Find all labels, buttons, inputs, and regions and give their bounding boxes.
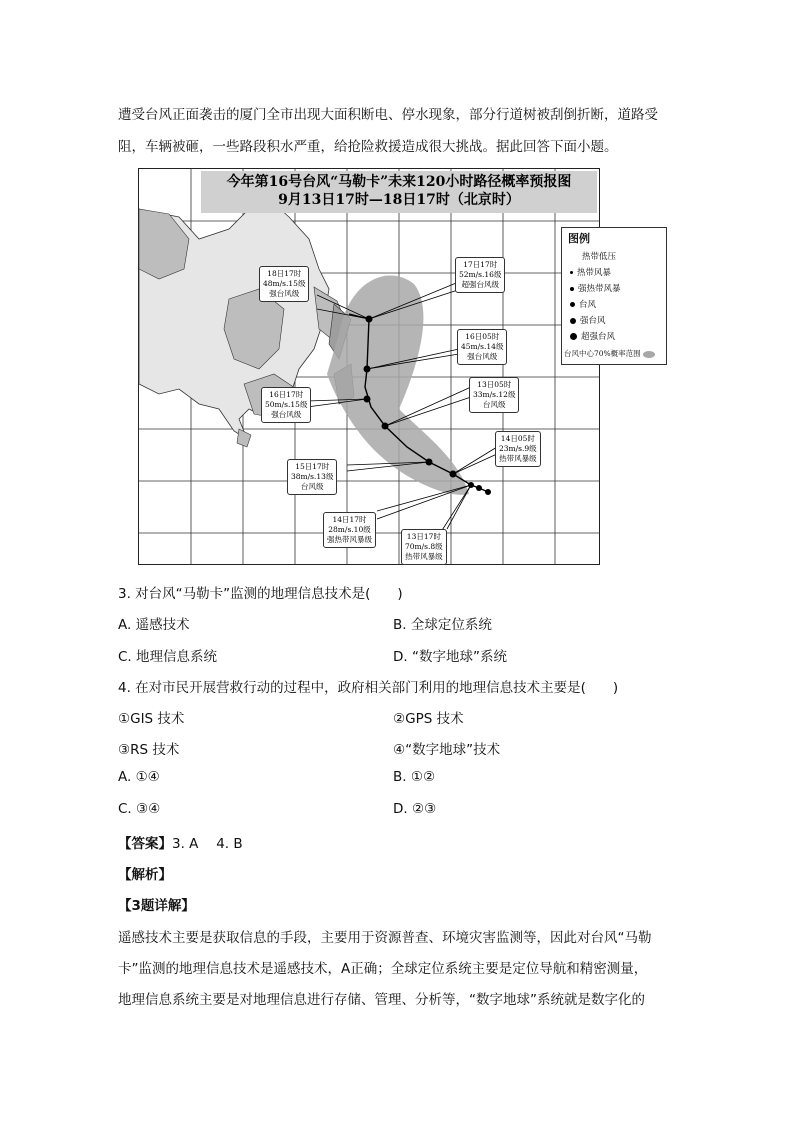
q4-option-a: A. ①④ (118, 769, 160, 785)
track-label: 13日05时 33m/s.12级 台风级 (469, 377, 519, 413)
q4-item-2: ②GPS 技术 (393, 711, 464, 727)
map-title-line-1: 今年第16号台风“马勒卡”未来120小时路径概率预报图 (226, 174, 572, 190)
map-graphic (139, 169, 599, 564)
track-label: 17日17时 52m/s.16级 超强台风级 (455, 257, 505, 293)
track-label: 14日17时 28m/s.10级 强热带风暴级 (323, 512, 376, 548)
explanation-line-2: 卡”监测的地理信息技术是遥感技术，A正确；全球定位系统主要是定位导航和精密测量， (118, 961, 648, 977)
dot-icon (570, 333, 577, 340)
land-areas (139, 199, 354, 447)
q3-option-d: D. “数字地球”系统 (393, 649, 507, 665)
q3-option-a: A. 遥感技术 (118, 617, 190, 633)
typhoon-track-map (138, 168, 641, 565)
map-title-line-2: 9月13日17时—18日17时（北京时） (278, 192, 520, 208)
analysis-label: 【解析】 (118, 867, 172, 883)
legend-item: 热带低压 (582, 252, 617, 262)
track-label: 18日17时 48m/s.15级 强台风级 (259, 266, 309, 302)
q4-option-c: C. ③④ (118, 801, 161, 817)
map-title (201, 171, 597, 213)
dot-icon (570, 318, 576, 324)
legend-item: 超强台风 (570, 330, 615, 342)
dot-icon (570, 302, 575, 307)
legend-item: 强台风 (570, 314, 606, 326)
dot-icon (570, 287, 574, 291)
q4-item-3: ③RS 技术 (118, 742, 180, 758)
answer-line (118, 832, 243, 852)
q4-item-4: ④“数字地球”技术 (393, 742, 501, 758)
explanation-line-3: 地理信息系统主要是对地理信息进行存储、管理、分析等，“数字地球”系统就是数字化的 (118, 992, 645, 1008)
legend-item: 强热带风暴 (570, 282, 621, 294)
cone-swatch-icon (643, 351, 655, 358)
intro-line-2: 阻，车辆被砸，一些路段积水严重，给抢险救援造成很大挑战。据此回答下面小题。 (118, 139, 618, 155)
legend-item: 台风 (570, 298, 596, 310)
intro-line-1: 遭受台风正面袭击的厦门全市出现大面积断电、停水现象，部分行道树被刮倒折断，道路受 (118, 107, 658, 123)
explanation-line-1: 遥感技术主要是获取信息的手段，主要用于资源普查、环境灾害监测等，因此对台风“马勒 (118, 930, 652, 946)
q4-item-1: ①GIS 技术 (118, 711, 185, 727)
detail-title: 【3题详解】 (118, 898, 195, 914)
q3-option-c: C. 地理信息系统 (118, 649, 218, 665)
dot-icon (570, 271, 573, 274)
legend-item: 热带风暴 (570, 266, 611, 278)
track-label: 13日17时 70m/s.8级 热带风暴级 (401, 529, 447, 565)
q4-stem: 4. 在对市民开展营救行动的过程中，政府相关部门利用的地理信息技术主要是( ) (118, 680, 619, 696)
q3-option-b: B. 全球定位系统 (393, 617, 492, 633)
probability-cone (327, 276, 469, 495)
answer-label: 【答案】 (118, 836, 172, 852)
map-legend (561, 227, 667, 365)
answer-text: 3. A 4. B (172, 836, 243, 852)
legend-title: 图例 (568, 232, 590, 245)
q3-stem: 3. 对台风“马勒卡”监测的地理信息技术是( ) (118, 586, 403, 602)
track-label: 14日05时 23m/s.9级 热带风暴级 (495, 431, 541, 467)
q4-option-d: D. ②③ (393, 801, 437, 817)
track-label: 15日17时 38m/s.13级 台风级 (287, 459, 337, 495)
track-label: 16日05时 45m/s.14级 强台风级 (457, 329, 507, 365)
legend-range: 台风中心70%概率范围 (564, 348, 655, 359)
track-label: 16日17时 50m/s.15级 强台风级 (261, 387, 311, 423)
q4-option-b: B. ①② (393, 769, 436, 785)
